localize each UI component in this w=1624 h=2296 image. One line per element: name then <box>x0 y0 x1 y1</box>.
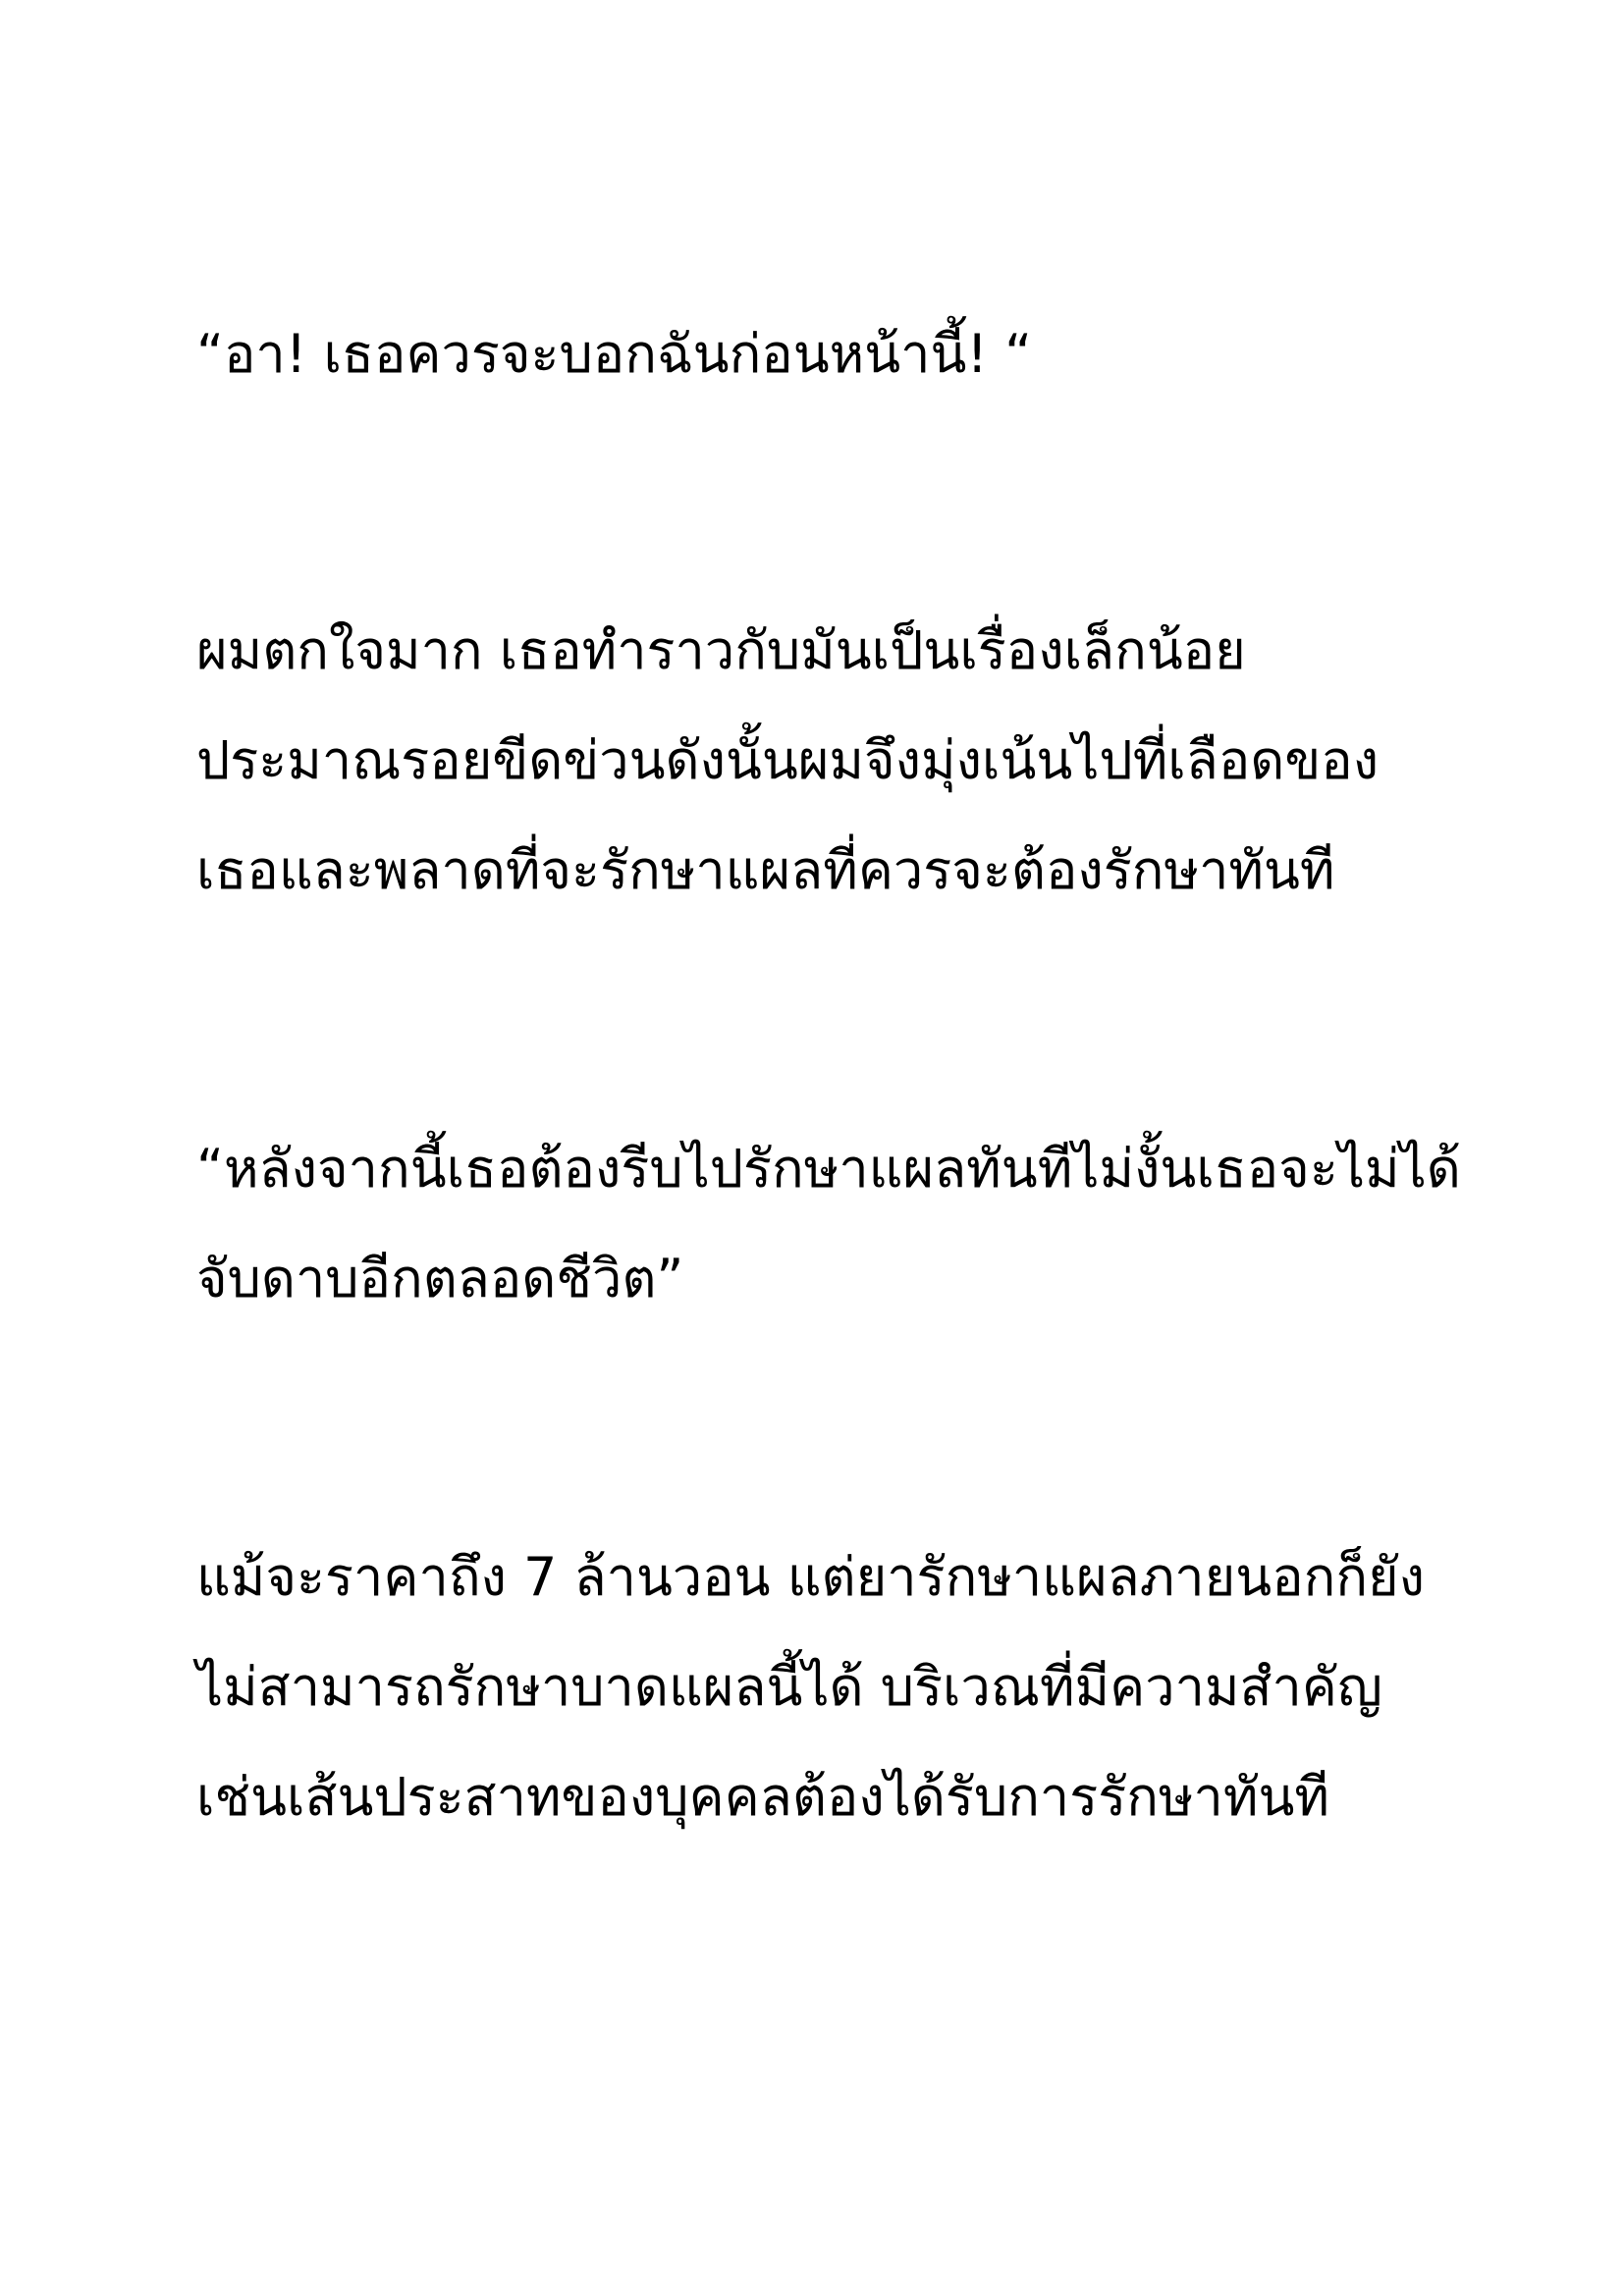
text-line: เธอและพลาดที่จะรักษาแผลที่ควรจะต้องรักษาทันที <box>196 839 1335 901</box>
text-line: ประมาณรอยขีดข่วนดังนั้นผมจึงมุ่งเน้นไปที่เลือดของ <box>196 729 1380 791</box>
text-line: ผมตกใจมาก เธอทำราวกับมันเป็นเรื่องเล็กน้อย <box>196 619 1246 681</box>
text-line: แม้จะราคาถึง 7 ล้านวอน แต่ยารักษาแผลภายนอกก็ยัง <box>196 1546 1426 1608</box>
text-line: เช่นเส้นประสาทของบุคคลต้องได้รับการรักษาทันที <box>196 1766 1329 1828</box>
text-line: ไม่สามารถรักษาบาดแผลนี้ได้ บริเวณที่มีความสำคัญ <box>196 1656 1382 1718</box>
text-line: “หลังจากนี้เธอต้องรีบไปรักษาแผลทันทีไม่งั้นเธอจะไม่ได้ <box>196 1138 1461 1200</box>
text-line: จับดาบอีกตลอดชีวิต” <box>196 1248 684 1309</box>
text-line: “อา! เธอควรจะบอกฉันก่อนหน้านี้! “ <box>196 323 1033 385</box>
